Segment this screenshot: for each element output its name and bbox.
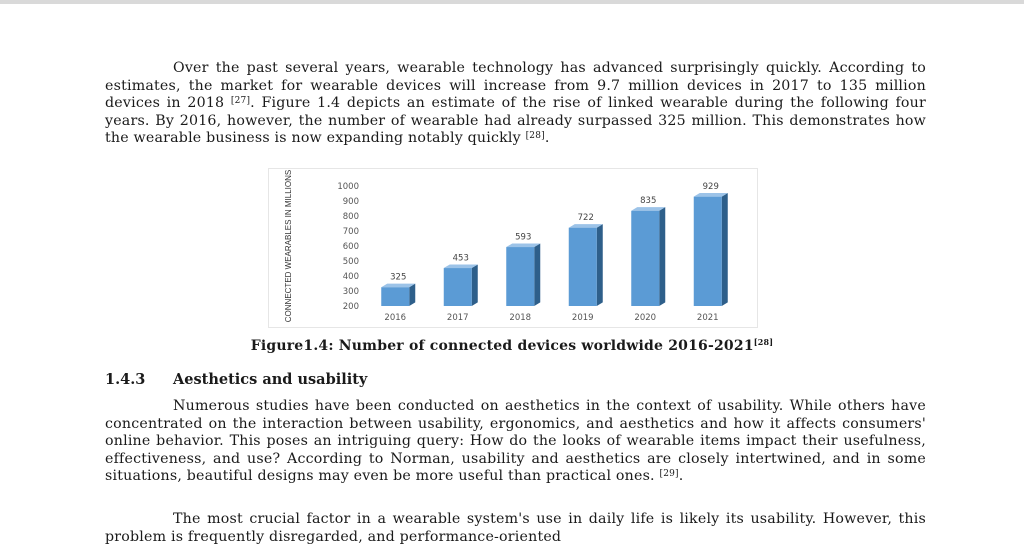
figure-chart xyxy=(268,168,758,328)
data-label: 593 xyxy=(515,232,532,243)
x-tick-label: 2016 xyxy=(384,313,407,323)
bar-top xyxy=(444,264,478,268)
x-tick-label: 2021 xyxy=(696,313,719,323)
section-title: Aesthetics and usability xyxy=(173,371,368,388)
paragraph-aesthetics xyxy=(105,398,926,486)
y-tick-label: 900 xyxy=(342,197,359,207)
y-tick-label: 500 xyxy=(342,257,359,267)
figure-caption-text: Figure1.4: Number of connected devices worldwide 2016-2021 xyxy=(250,338,754,354)
figure-caption xyxy=(0,338,1024,354)
paragraph-text: The most crucial factor in a wearable system's use in daily life is likely its usability. However, this problem is frequently disregarded, and performance-oriented xyxy=(105,511,926,545)
data-label: 835 xyxy=(640,196,657,207)
data-label: 325 xyxy=(390,272,407,283)
paragraph-text: . xyxy=(544,130,550,147)
citation: [29] xyxy=(659,469,679,480)
y-tick-label: 700 xyxy=(342,227,359,237)
bar xyxy=(631,211,659,306)
citation: [28] xyxy=(753,337,774,347)
citation: [27] xyxy=(230,96,251,107)
paragraph-text: . xyxy=(678,468,684,485)
y-tick-label: 1000 xyxy=(337,182,359,192)
paragraph-text: Over the past several years, wearable technology has advanced surprisingly quickly. According to estimates, the market for wearable devices will increase from 9.7 million devices in 2017 to 135 million devices in 2018 xyxy=(105,60,926,112)
y-tick-label: 200 xyxy=(342,302,359,312)
top-edge xyxy=(0,0,1024,4)
x-tick-label: 2018 xyxy=(509,313,532,323)
bar xyxy=(506,247,534,306)
y-tick-label: 600 xyxy=(342,242,359,252)
data-label: 722 xyxy=(577,213,594,224)
y-tick-label: 400 xyxy=(342,272,359,282)
y-tick-label: 300 xyxy=(342,287,359,297)
paragraph-text: . Figure 1.4 depicts an estimate of the rise of linked wearable during the following four years. By 2016, however, the number of wearable had already surpassed 325 million. This demonstrates how the wearable business is now expanding notably quickly xyxy=(105,95,926,147)
y-axis-title: CONNECTED WEARABLES IN MILLIONS xyxy=(284,169,293,323)
citation: [28] xyxy=(525,131,545,142)
data-label: 453 xyxy=(452,253,469,264)
bar-side xyxy=(534,243,540,306)
x-tick-label: 2020 xyxy=(634,313,657,323)
bar-side xyxy=(659,207,665,306)
bar-side xyxy=(409,284,415,306)
bar-chart xyxy=(269,169,757,327)
bar xyxy=(694,197,722,306)
bar-side xyxy=(722,193,728,306)
bar xyxy=(569,228,597,306)
paragraph-wearable-growth xyxy=(105,60,926,148)
section-number: 1.4.3 xyxy=(105,371,146,388)
bar xyxy=(381,287,409,306)
bar xyxy=(444,268,472,306)
bar-side xyxy=(597,224,603,306)
x-tick-label: 2019 xyxy=(571,313,594,323)
paragraph-text: Numerous studies have been conducted on aesthetics in the context of usability. While others have concentrated on the interaction between usability, ergonomics, and aesthetics and how it affects consumers' online behavior. This poses an intriguing query: How do the looks of wearable items impact their usefulness, effectiveness, and use? According to Norman, usability and aesthetics are closely intertwined, and in some situations, beautiful designs may even be more useful than practical ones. xyxy=(105,398,926,485)
data-label: 929 xyxy=(702,182,719,193)
x-tick-label: 2017 xyxy=(446,313,469,323)
bar-top xyxy=(381,284,415,288)
bar-side xyxy=(472,264,478,306)
y-tick-label: 800 xyxy=(342,212,359,222)
section-heading xyxy=(105,371,367,388)
